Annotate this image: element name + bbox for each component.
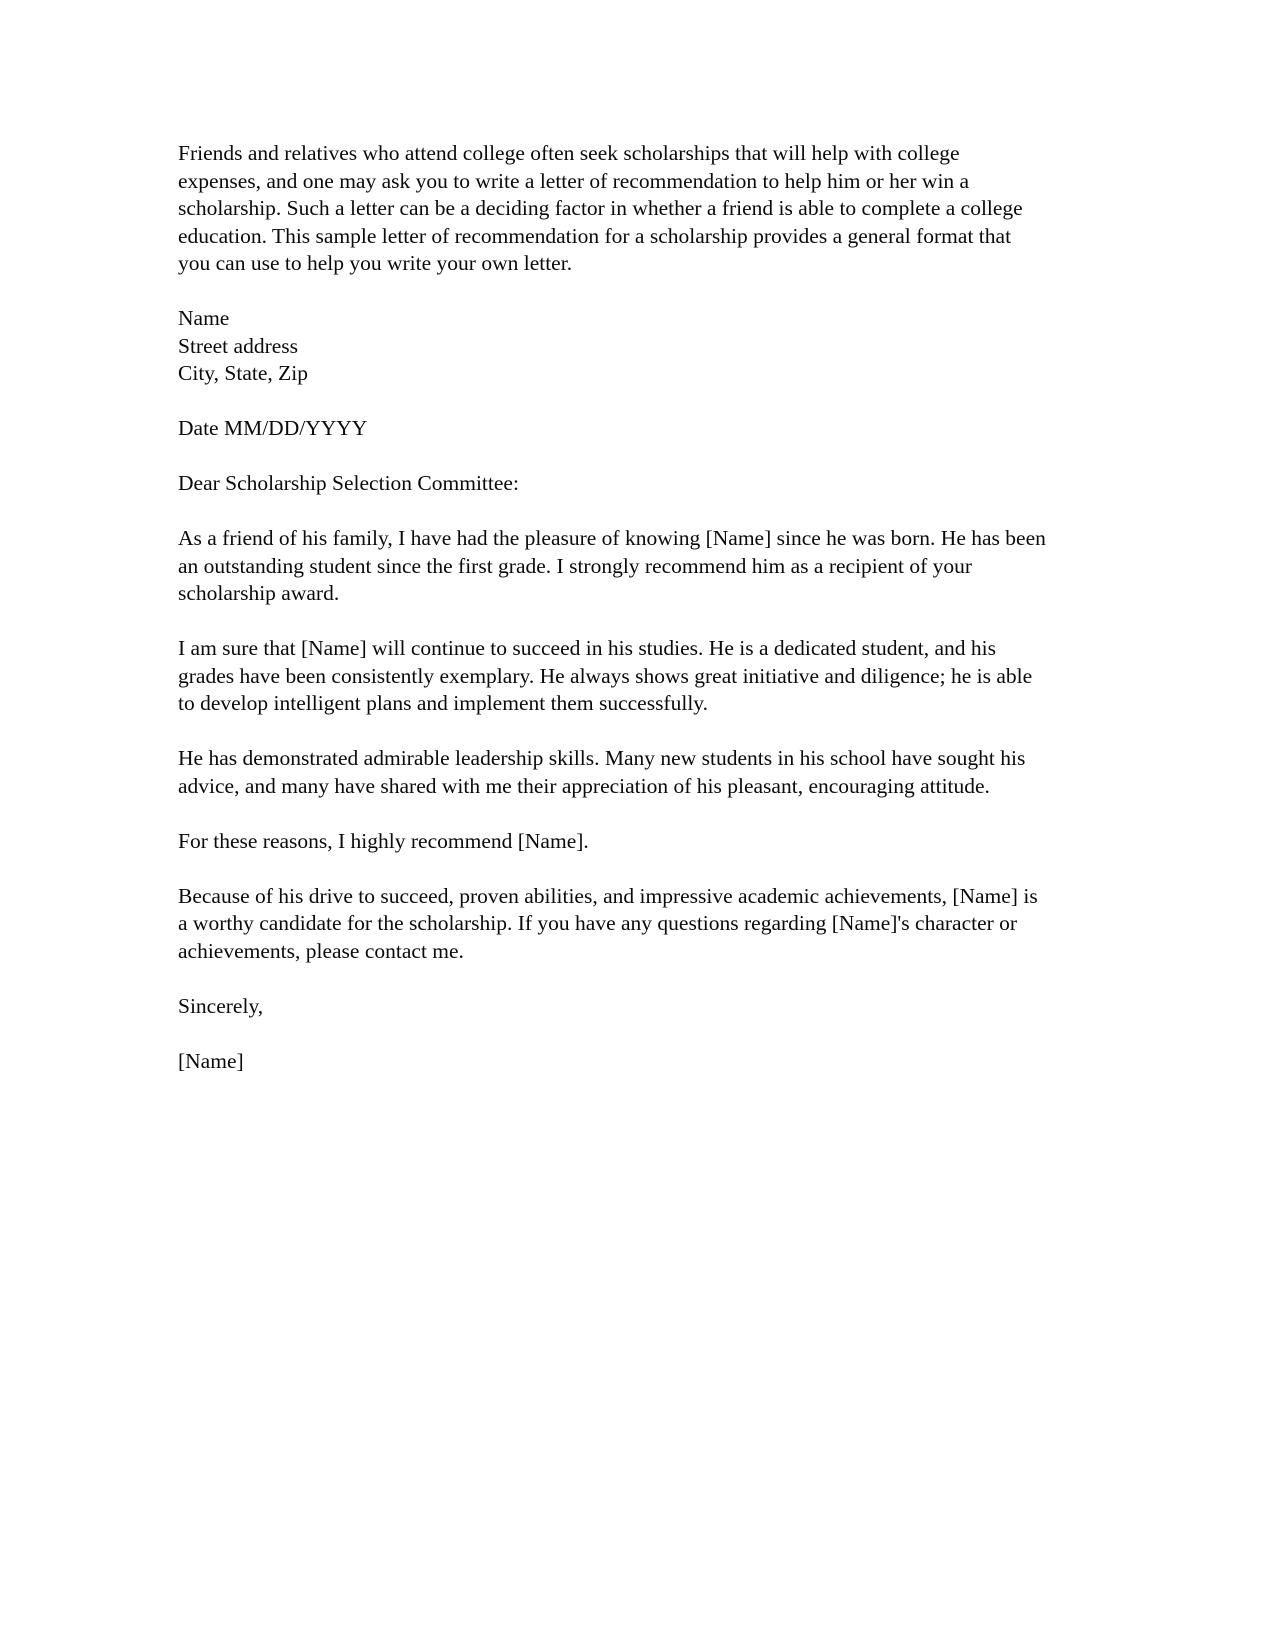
body-paragraph-5: Because of his drive to succeed, proven abilities, and impressive academic achievements, [Name] is a worthy candidate for the scholarship. If you have any questions regarding [Name]'s character or achievements, please contact me. (178, 883, 1038, 963)
sender-city-state-zip-line: City, State, Zip (178, 361, 308, 385)
intro-paragraph: Friends and relatives who attend college often seek scholarships that will help with college expenses, and one may ask you to write a letter of recommendation to help him or her win a scholarship. Such a letter can be a deciding factor in whether a friend is able to complete a college education. This sample letter of recommendation for a scholarship provides a general format that you can use to help you write your own letter. (178, 141, 1023, 275)
salutation-line: Dear Scholarship Selection Committee: (178, 471, 519, 495)
body-paragraph-3: He has demonstrated admirable leadership skills. Many new students in his school have sought his advice, and many have shared with me their appreciation of his pleasant, encouraging attitude. (178, 746, 1026, 798)
signature-line: [Name] (178, 1048, 244, 1073)
letter-body (178, 140, 1046, 1103)
sender-address-block (178, 305, 1046, 388)
body-paragraph-4: For these reasons, I highly recommend [Name]. (178, 828, 589, 853)
sender-street-line: Street address (178, 333, 299, 358)
date-line: Date MM/DD/YYYY (178, 416, 368, 440)
body-paragraph-1: As a friend of his family, I have had the pleasure of knowing [Name] since he was born. He has been an outstanding student since the first grade. I strongly recommend him as a recipient of your scholarship award. (178, 526, 1046, 605)
sender-name-line: Name (178, 306, 230, 330)
body-paragraph-2: I am sure that [Name] will continue to succeed in his studies. He is a dedicated student, and his grades have been consistently exemplary. He always shows great initiative and diligence; he is able to develop intelligent plans and implement them successfully. (178, 636, 1033, 715)
closing-line: Sincerely, (178, 993, 264, 1018)
